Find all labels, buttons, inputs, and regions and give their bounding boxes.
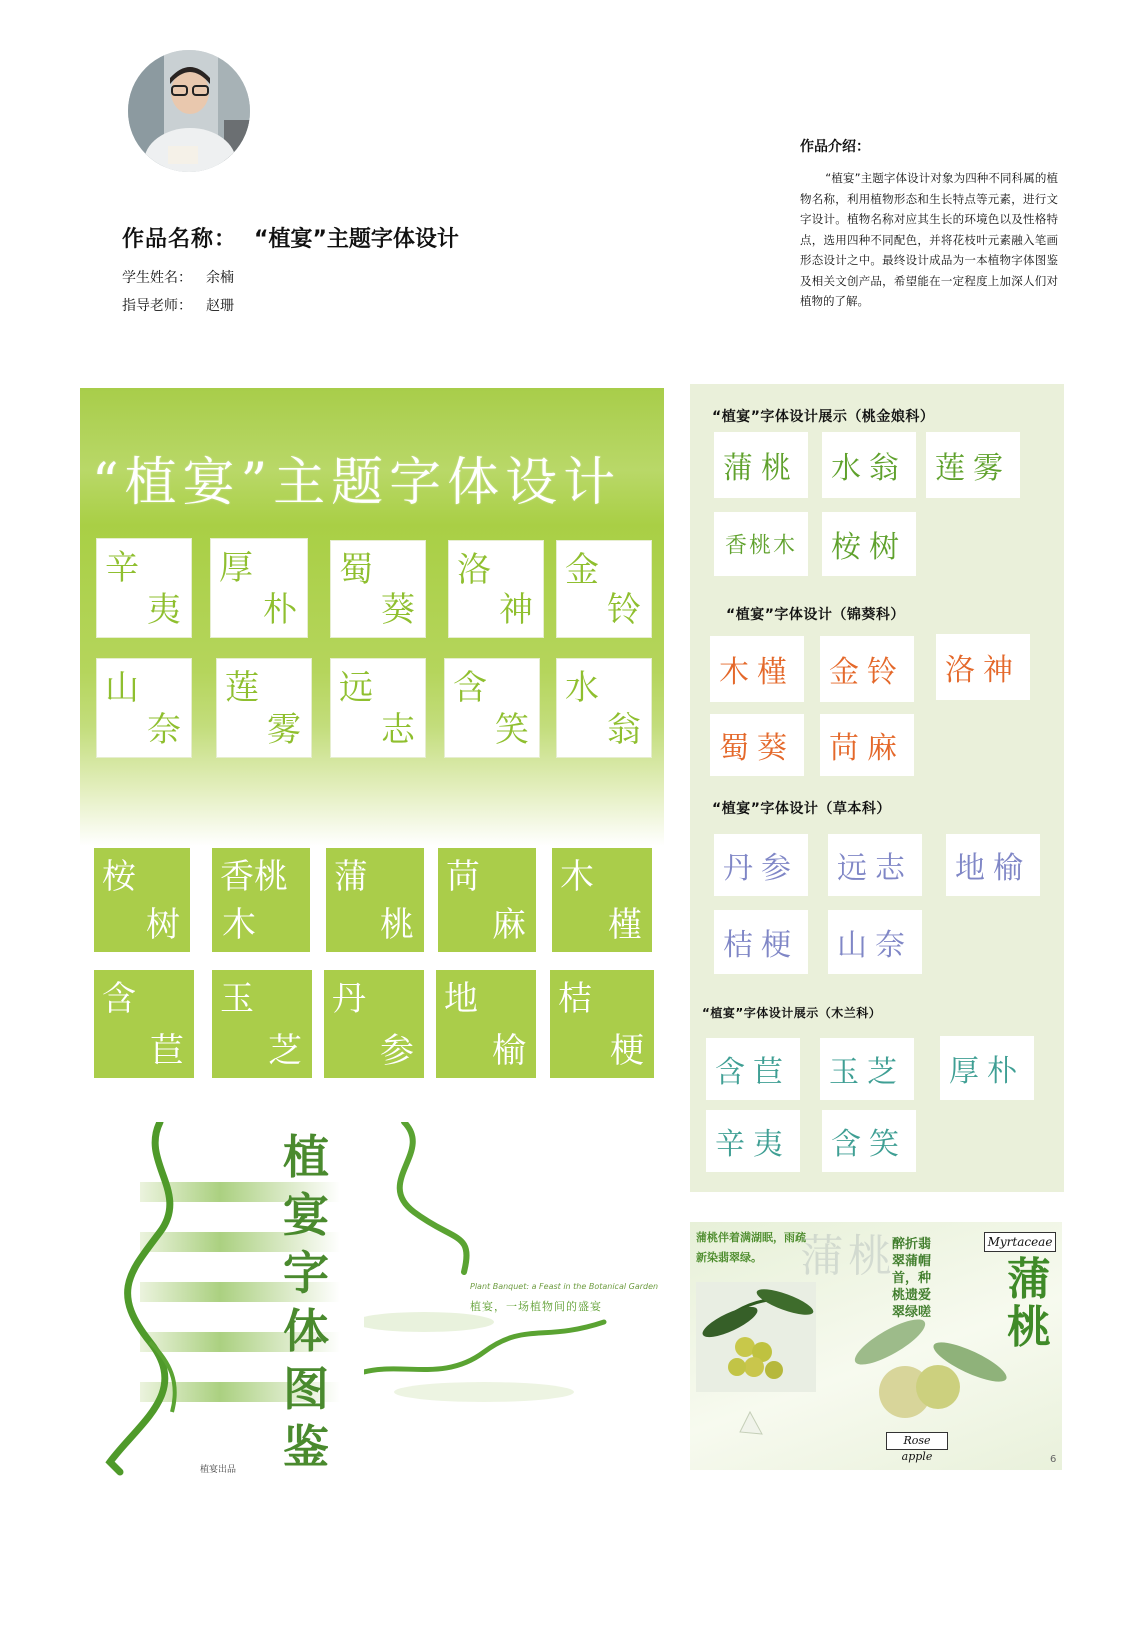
word-text: 厚朴 xyxy=(949,1054,1025,1089)
section-heading-malvaceae: “植宴”字体设计（锦葵科） xyxy=(726,607,905,623)
word-tile xyxy=(820,1038,914,1100)
poster-title: “植宴”主题字体设计 xyxy=(92,453,622,513)
tile-glyph: 芝 xyxy=(268,1031,302,1071)
green-tile xyxy=(94,970,194,1078)
tile-glyph: 玉 xyxy=(220,979,254,1019)
word-text: 苘麻 xyxy=(829,731,905,766)
tile-glyph: 翁 xyxy=(607,710,641,750)
teacher-name: 赵珊 xyxy=(206,298,234,314)
tile-glyph: 蒲 xyxy=(334,857,368,897)
tile-glyph: 地 xyxy=(444,979,478,1019)
tile-glyph: 蜀 xyxy=(339,550,373,590)
spread-big-title: 蒲桃 xyxy=(1007,1254,1051,1353)
word-tile xyxy=(820,714,914,776)
catalog-cover-title: 植宴字体图鉴 xyxy=(283,1130,329,1474)
tile-glyph: 葵 xyxy=(381,590,415,630)
tile-glyph: 苘 xyxy=(446,857,480,897)
white-tile xyxy=(96,538,192,638)
student-name: 余楠 xyxy=(206,270,234,286)
tile-glyph: 香桃 xyxy=(220,857,288,897)
word-text: 山奈 xyxy=(837,928,913,963)
tile-glyph: 苣 xyxy=(150,1031,184,1071)
word-tile xyxy=(714,512,808,576)
tile-glyph: 桃 xyxy=(380,905,414,945)
white-tile xyxy=(210,538,308,638)
tile-glyph: 木 xyxy=(560,857,594,897)
tile-glyph: 笑 xyxy=(495,710,529,750)
work-title-label: 作品名称： xyxy=(122,227,238,252)
green-tile xyxy=(438,848,536,952)
word-tile xyxy=(936,634,1030,700)
word-text: 玉芝 xyxy=(829,1055,905,1090)
tile-glyph: 神 xyxy=(499,590,533,630)
tile-glyph: 莲 xyxy=(225,668,259,708)
section-heading-magnoliaceae: “植宴”字体设计展示（木兰科） xyxy=(702,1006,882,1020)
tile-glyph: 洛 xyxy=(457,550,491,590)
tile-glyph: 厚 xyxy=(219,548,253,588)
word-tile xyxy=(828,910,922,974)
tile-glyph: 铃 xyxy=(607,590,641,630)
tile-glyph: 榆 xyxy=(492,1031,526,1071)
spread-poem-left: 蒲桃伴着满湖眠，雨疏新染翡翠绿。 xyxy=(696,1231,806,1264)
word-tile xyxy=(926,432,1020,498)
teacher-name-label: 指导老师： xyxy=(122,298,192,314)
work-title: “植宴”主题字体设计 xyxy=(254,227,459,252)
tile-glyph: 槿 xyxy=(608,905,642,945)
student-name-label: 学生姓名： xyxy=(122,270,192,286)
word-tile xyxy=(706,1038,800,1100)
tile-glyph: 树 xyxy=(146,905,180,945)
word-tile xyxy=(946,834,1040,896)
white-tile xyxy=(444,658,540,758)
tile-glyph: 参 xyxy=(380,1031,414,1071)
word-text: 含笑 xyxy=(831,1127,907,1162)
tile-glyph: 山 xyxy=(105,668,139,708)
word-text: 金铃 xyxy=(829,655,905,690)
green-tile xyxy=(552,848,652,952)
white-tile xyxy=(216,658,312,758)
word-text: 莲雾 xyxy=(935,451,1011,486)
section-heading-myrtaceae: “植宴”字体设计展示（桃金娘科） xyxy=(712,409,935,425)
word-tile xyxy=(940,1036,1034,1100)
word-tile xyxy=(822,432,916,498)
tile-glyph: 含 xyxy=(453,668,487,708)
word-text: 丹参 xyxy=(723,851,799,886)
white-tile xyxy=(448,540,544,638)
tile-glyph: 夷 xyxy=(147,590,181,630)
tile-glyph: 桉 xyxy=(102,857,136,897)
word-text: 香桃木 xyxy=(724,533,797,559)
tile-glyph: 志 xyxy=(381,710,415,750)
word-tile xyxy=(714,910,808,974)
catalog-subtitle-en: Plant Banquet: a Feast in the Botanical Garden xyxy=(470,1282,659,1291)
word-text: 桔梗 xyxy=(723,928,799,963)
word-tile xyxy=(710,714,804,776)
word-tile xyxy=(822,512,916,576)
intro-text: “植宴”主题字体设计对象为四种不同科属的植物名称，利用植物形态和生长特点等元素，进行文字设计。植物名称对应其生长的环境色以及性格特点，选用四种不同配色，并将花枝叶元素融入笔画形态设计之中。最终设计成品为一本植物字体图鉴及相关文创产品，希望能在一定程度上加深人们对植物的了解。 xyxy=(800,171,1058,308)
tile-glyph: 奈 xyxy=(147,710,181,750)
green-tile xyxy=(212,848,310,952)
tile-glyph: 远 xyxy=(339,668,373,708)
word-tile xyxy=(820,636,914,702)
white-tile xyxy=(556,658,652,758)
word-text: 水翁 xyxy=(831,451,907,486)
intro-heading: 作品介绍： xyxy=(800,139,870,155)
word-tile xyxy=(822,1110,916,1172)
student-avatar xyxy=(128,50,250,172)
tile-glyph: 含 xyxy=(102,979,136,1019)
tile-glyph: 丹 xyxy=(332,979,366,1019)
word-tile xyxy=(710,636,804,702)
word-tile xyxy=(714,834,808,896)
word-tile xyxy=(828,834,922,896)
tile-glyph: 雾 xyxy=(267,710,301,750)
green-tile xyxy=(94,848,190,952)
word-text: 木槿 xyxy=(719,655,795,690)
spread-poem-middle: 醉折翡翠蒲帽首，种桃遗爱翠绿嗟 xyxy=(892,1237,932,1320)
green-tile xyxy=(212,970,312,1078)
catalog-publisher: 植宴出品 xyxy=(200,1465,237,1475)
tile-glyph: 麻 xyxy=(492,905,526,945)
word-text: 桉树 xyxy=(831,530,907,565)
tile-glyph: 辛 xyxy=(105,548,139,588)
tile-glyph: 金 xyxy=(565,550,599,590)
word-text: 远志 xyxy=(837,851,913,886)
word-text: 洛神 xyxy=(945,653,1021,688)
tile-glyph: 桔 xyxy=(558,979,592,1019)
green-tile xyxy=(326,848,424,952)
tile-glyph: 水 xyxy=(565,668,599,708)
tile-glyph: 梗 xyxy=(610,1031,644,1071)
tile-glyph: 木 xyxy=(222,905,256,945)
white-tile xyxy=(556,540,652,638)
spread-ghost-title: 蒲桃 xyxy=(800,1231,896,1282)
spread-page-number: 6 xyxy=(1050,1454,1057,1465)
white-tile xyxy=(330,540,426,638)
green-tile xyxy=(324,970,424,1078)
green-tile xyxy=(550,970,654,1078)
word-text: 辛夷 xyxy=(715,1127,791,1162)
word-tile xyxy=(706,1110,800,1172)
green-tile xyxy=(436,970,536,1078)
word-tile xyxy=(714,432,808,498)
tile-glyph: 朴 xyxy=(263,590,297,630)
catalog-slogan: 植宴，一场植物间的盛宴 xyxy=(470,1300,602,1313)
word-text: 含苣 xyxy=(715,1055,791,1090)
spread-english-name: Rose apple xyxy=(886,1432,948,1450)
word-text: 地榆 xyxy=(955,851,1031,886)
word-text: 蜀葵 xyxy=(719,731,795,766)
white-tile xyxy=(96,658,192,758)
white-tile xyxy=(330,658,426,758)
word-text: 蒲桃 xyxy=(723,451,799,486)
spread-latin-name: Myrtaceae xyxy=(984,1232,1056,1252)
section-heading-herbaceous: “植宴”字体设计（草本科） xyxy=(712,801,891,817)
